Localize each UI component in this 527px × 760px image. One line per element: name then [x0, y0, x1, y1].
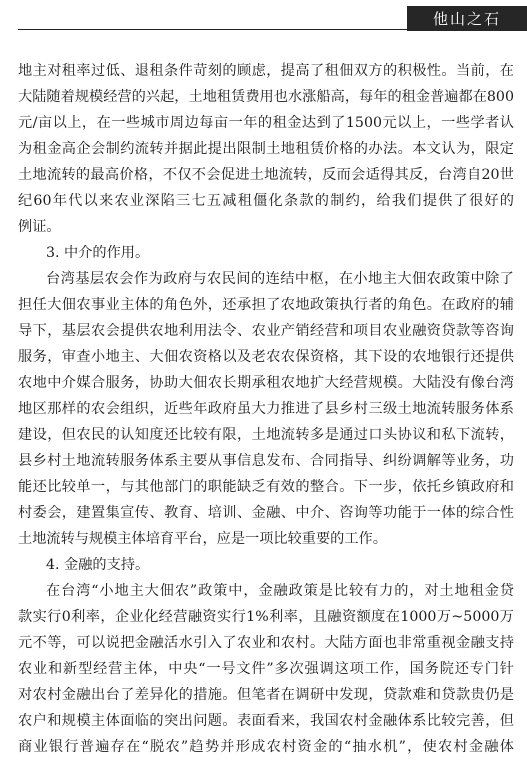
text-line: 款实行0利率，企业化经营融资实行1%利率，且融资额度在1000万~5000万 [18, 609, 514, 625]
text-line: 台湾基层农会作为政府与农民间的连结中枢，在小地主大佃农政策中除了 [46, 271, 514, 287]
text-line: 农户和规模主体面临的突出问题。表面看来，我国农村金融体系比较完善，但 [18, 713, 514, 729]
text-line: 元/亩以上，在一些城市周边每亩一年的租金达到了1500元以上，一些学者认 [18, 115, 514, 131]
text-line: 3. 中介的作用。 [46, 245, 150, 261]
text-line: 土地流转的最高价格，不仅不会促进土地流转，反而会适得其反，台湾自20世 [18, 167, 514, 183]
text-line: 地主对租率过低、退租条件苛刻的顾虑，提高了租佃双方的积极性。当前，在 [18, 63, 514, 79]
text-line: 能还比较单一，与其他部门的职能缺乏有效的整合。下一步，依托乡镇政府和 [18, 479, 514, 495]
section-title-tab [407, 6, 527, 31]
text-line: 建设，但农民的认知度还比较有限，土地流转多是通过口头协议和私下流转， [18, 427, 514, 443]
section-title: 他山之石 [432, 10, 501, 28]
text-line: 村委会，建置集宣传、教育、培训、金融、中介、咨询等功能于一体的综合性 [18, 505, 514, 521]
text-line: 导下，基层农会提供农地利用法令、农业产销经营和项目农业融资贷款等咨询 [18, 323, 514, 339]
text-line: 大陆随着规模经营的兴起，土地租赁费用也水涨船高，每年的租金普遍都在800 [18, 89, 514, 105]
text-line: 4. 金融的支持。 [46, 557, 150, 573]
text-line: 服务，审查小地主、大佃农资格以及老农农保资格，其下设的农地银行还提供 [18, 349, 514, 365]
text-line: 在台湾“小地主大佃农”政策中，金融政策是比较有力的，对土地租金贷 [46, 583, 514, 599]
text-line: 农地中介媒合服务，协助大佃农长期承租农地扩大经营规模。大陆没有像台湾 [18, 375, 514, 391]
header-rule [18, 29, 407, 30]
text-line: 地区那样的农会组织，近些年政府虽大力推进了县乡村三级土地流转服务体系 [18, 401, 514, 417]
article-body [18, 58, 514, 760]
text-line: 纪60年代以来农业深陷三七五减租僵化条款的制约，给我们提供了很好的 [18, 193, 514, 209]
text-line: 担任大佃农事业主体的角色外，还承担了农地政策执行者的角色。在政府的辅 [18, 297, 514, 313]
text-line: 县乡村土地流转服务体系主要从事信息发布、合同指导、纠纷调解等业务，功 [18, 453, 514, 469]
text-line: 元不等，可以说把金融活水引入了农业和农村。大陆方面也非常重视金融支持 [18, 635, 514, 651]
text-line: 商业银行普遍存在“脱农”趋势并形成农村资金的“抽水机”，使农村金融体 [18, 739, 514, 755]
text-line: 对农村金融出台了差异化的措施。但笔者在调研中发现，贷款难和贷款贵仍是 [18, 687, 514, 703]
text-line: 土地流转与规模主体培育平台，应是一项比较重要的工作。 [18, 531, 387, 547]
text-line: 为租金高企会制约流转并据此提出限制土地租赁价格的办法。本文认为，限定 [18, 141, 514, 157]
text-line: 农业和新型经营主体，中央“一号文件”多次强调这项工作，国务院还专门针 [18, 661, 514, 677]
text-line: 例证。 [18, 219, 61, 235]
